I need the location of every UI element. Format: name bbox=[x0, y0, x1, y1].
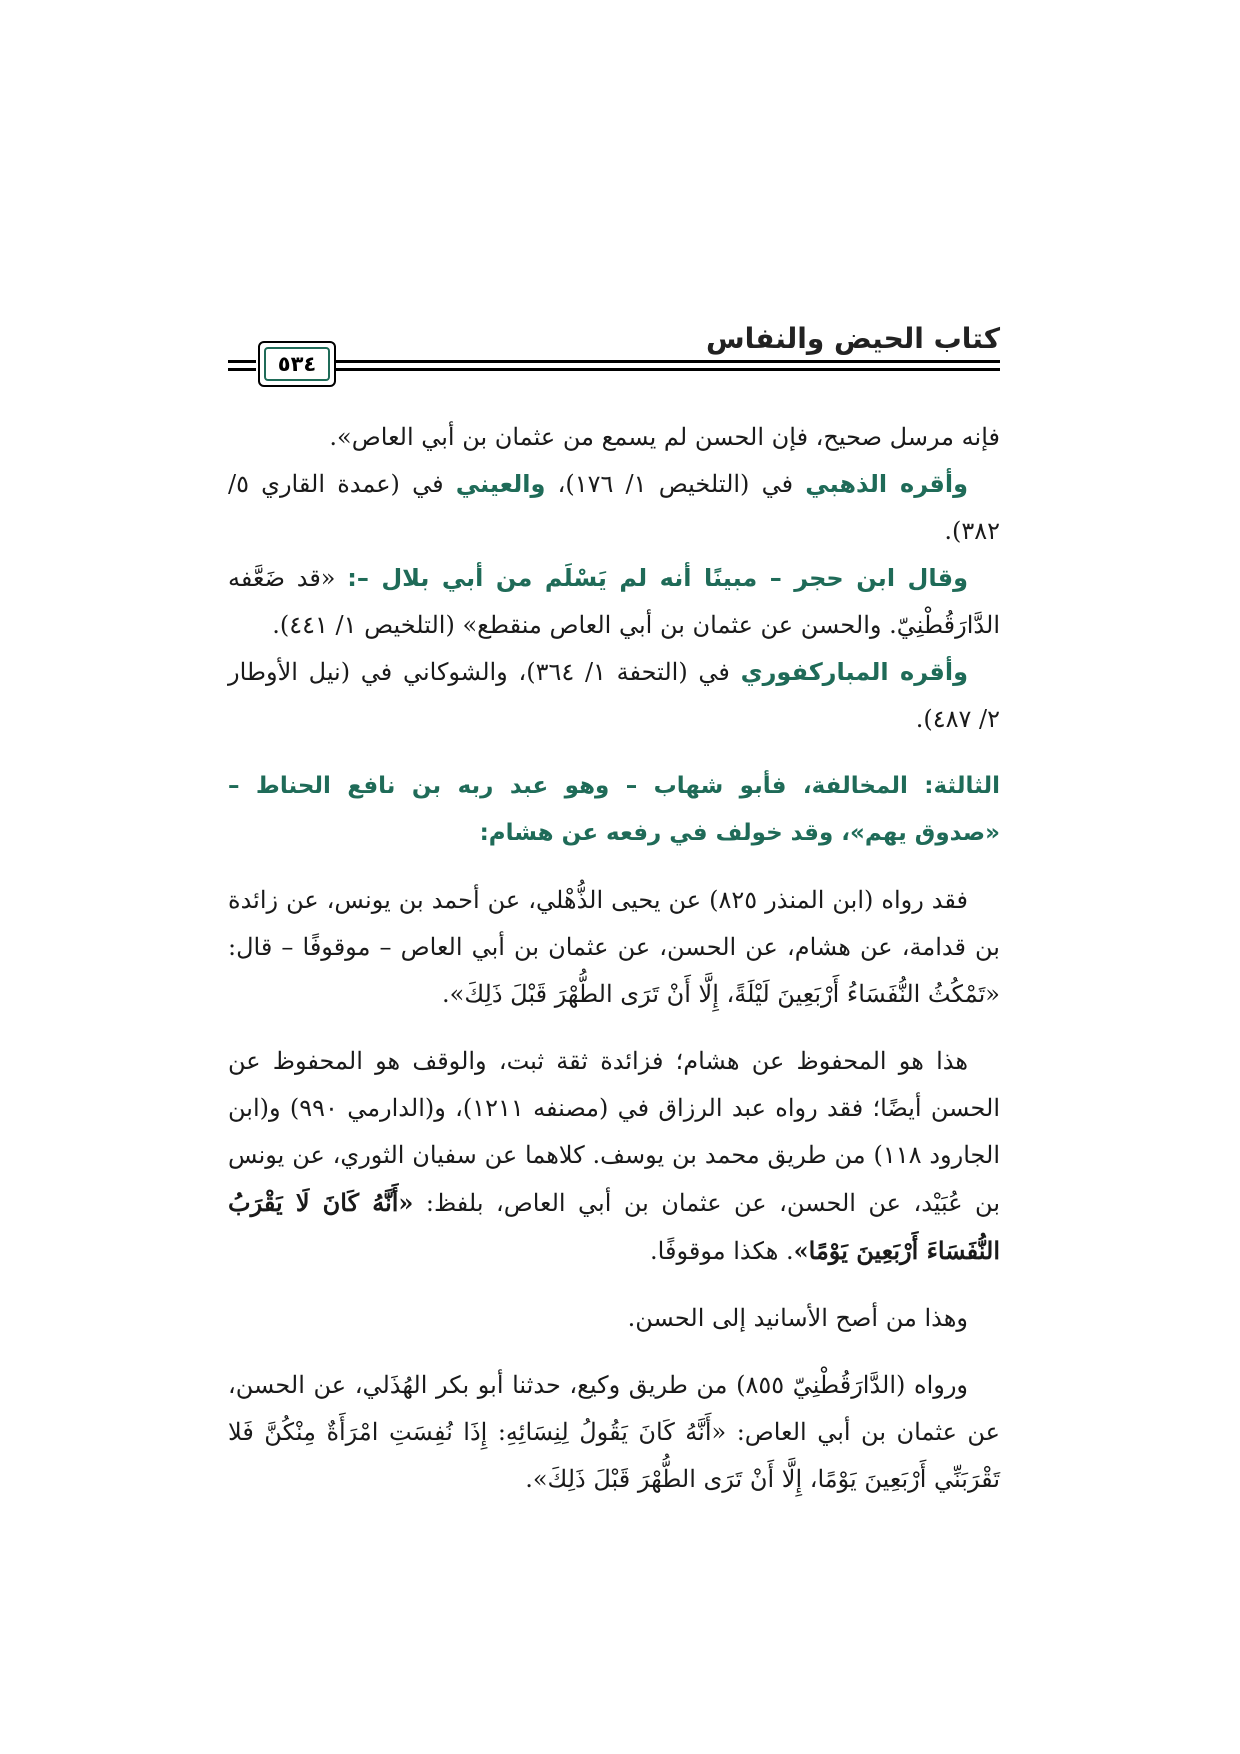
paragraph-8: ورواه (الدَّارَقُطْنِيّ ٨٥٥) من طريق وكيع، حدثنا أبو بكر الهُذَلي، عن الحسن، عن عثمان بن أبي العاص: «أَنَّهُ كَانَ يَقُولُ لِنِسَائِهِ: إِذَا نُفِسَتِ امْرَأَةٌ مِنْكُنَّ فَلا تَقْرَبَنِّي أَرْبَعِينَ يَوْمًا، إِلَّا أَنْ تَرَى الطُّهْرَ قَبْلَ ذَلِكَ». bbox=[228, 1371, 1000, 1493]
paragraph-1: فإنه مرسل صحيح، فإن الحسن لم يسمع من عثمان بن أبي العاص». bbox=[329, 423, 1000, 451]
scholar-quote-intro: وقال ابن حجر – مبينًا أنه لم يَسْلَم من أبي بلال –: bbox=[347, 564, 968, 592]
scholar-name: والعيني bbox=[455, 470, 546, 498]
paragraph-3-text: «قد ضَعَّفه الدَّارَقُطْنِيّ. والحسن عن عثمان بن أبي العاص منقطع» (التلخيص ١/ ٤٤١). bbox=[228, 564, 1000, 639]
paragraph-2-text-2: في (عمدة القاري ٥/ ٣٨٢). bbox=[228, 470, 1000, 545]
book-title: كتاب الحيض والنفاس bbox=[705, 322, 1000, 355]
header-rule-top bbox=[336, 360, 1000, 363]
scholar-name: وأقره الذهبي bbox=[805, 470, 968, 498]
header-rule-bottom bbox=[336, 368, 1000, 371]
header-rule-left-bottom bbox=[228, 368, 256, 371]
page-body bbox=[228, 414, 1000, 1503]
page-number-badge bbox=[258, 341, 336, 387]
paragraph-2 bbox=[228, 461, 1000, 555]
paragraph-7: وهذا من أصح الأسانيد إلى الحسن. bbox=[627, 1304, 968, 1332]
paragraph-5: فقد رواه (ابن المنذر ٨٢٥) عن يحيى الذُّهْلي، عن أحمد بن يونس، عن زائدة بن قدامة، عن هشام، عن الحسن، عن عثمان بن أبي العاص – موقوفًا – قال: «تَمْكُثُ النُّفَسَاءُ أَرْبَعِينَ لَيْلَةً، إِلَّا أَنْ تَرَى الطُّهْرَ قَبْلَ ذَلِكَ». bbox=[228, 886, 1000, 1008]
paragraph-6 bbox=[228, 1038, 1000, 1275]
paragraph-4-text: في (التحفة ١/ ٣٦٤)، والشوكاني في (نيل الأوطار ٢/ ٤٨٧). bbox=[228, 658, 1000, 733]
paragraph-3 bbox=[228, 555, 1000, 649]
page-number: ٥٣٤ bbox=[277, 352, 317, 376]
paragraph-6-text-1: هذا هو المحفوظ عن هشام؛ فزائدة ثقة ثبت، والوقف هو المحفوظ عن الحسن أيضًا؛ فقد رواه عبد الرزاق في (مصنفه ١٢١١)، و(الدارمي ٩٩٠) و(ابن الجارود ١١٨) من طريق محمد بن يوسف. كلاهما عن سفيان الثوري، عن يونس بن عُبَيْد، عن الحسن، عن عثمان بن أبي العاص، بلفظ: bbox=[228, 1047, 1001, 1217]
paragraph-6-text-2: . هكذا موقوفًا. bbox=[650, 1237, 794, 1265]
section-heading: الثالثة: المخالفة، فأبو شهاب – وهو عبد ربه بن نافع الحناط – «صدوق يهم»، وقد خولف في رفعه عن هشام: bbox=[228, 773, 1000, 846]
paragraph-4 bbox=[228, 649, 1000, 743]
header-rule-left-top bbox=[228, 360, 256, 363]
paragraph-2-text-1: في (التلخيص ١/ ١٧٦)، bbox=[545, 470, 806, 498]
page-header bbox=[228, 322, 1000, 392]
scholar-name: وأقره المباركفوري bbox=[740, 658, 968, 686]
hadith-quote-bold: «أَنَّهُ كَانَ لَا يَقْرَبُ النُّفَسَاءَ أَرْبَعِينَ يَوْمًا» bbox=[228, 1188, 1000, 1265]
